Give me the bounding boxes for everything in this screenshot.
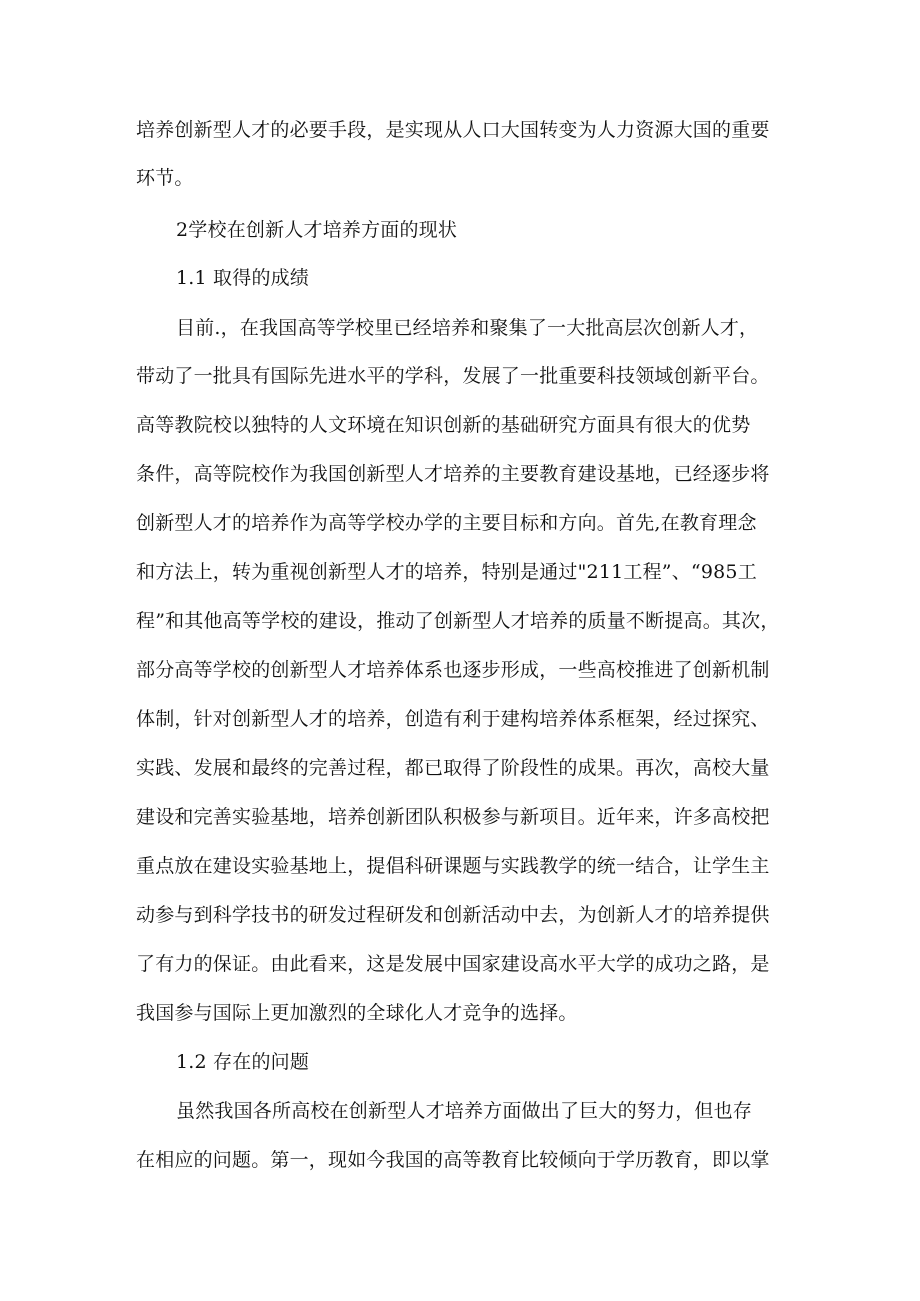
paragraph-line: 了有力的保证。由此看来，这是发展中国家建设高水平大学的成功之路，是 [136,953,770,975]
paragraph-line: 实践、发展和最终的完善过程，都已取得了阶段性的成果。再次，高校大量 [136,757,770,779]
paragraph-line: 高等教院校以独特的人文环境在知识创新的基础研究方面具有很大的优势 [136,414,751,436]
paragraph-line: 培养创新型人才的必要手段，是实现从人口大国转变为人力资源大国的重要 [136,119,770,141]
paragraph-line: 虽然我国各所高校在创新型人才培养方面做出了巨大的努力，但也存 [176,1100,753,1122]
section-heading: 2学校在创新人才培养方面的现状 [176,219,458,241]
subsection-heading: 1.1 取得的成绩 [176,267,310,289]
paragraph-line: 和方法上，转为重视创新型人才的培养，特别是通过"211工程”、“985工 [136,561,757,583]
paragraph-line: 我国参与国际上更加激烈的全球化人才竞争的选择。 [136,1002,578,1024]
paragraph-line: 环节。 [136,167,194,189]
paragraph-line: 建设和完善实验基地，培养创新团队积极参与新项目。近年来，许多高校把 [136,806,770,828]
paragraph-line: 目前.，在我国高等学校里已经培养和聚集了一大批高层次创新人才， [176,317,759,339]
paragraph-line: 创新型人才的培养作为高等学校办学的主要目标和方向。首先,在教育理念 [136,512,757,534]
paragraph-line: 部分高等学校的创新型人才培养体系也逐步形成，一些高校推进了创新机制 [136,659,770,681]
paragraph-line: 带动了一批具有国际先进水平的学科，发展了一批重要科技领域创新平台。 [136,365,770,387]
paragraph-line: 条件，高等院校作为我国创新型人才培养的主要教育建设基地，已经逐步将 [136,463,770,485]
paragraph-line: 重点放在建设实验基地上，提倡科研课题与实践教学的统一结合，让学生主 [136,855,770,877]
subsection-heading: 1.2 存在的问题 [176,1051,310,1073]
paragraph-line: 动参与到科学技书的研发过程研发和创新活动中去，为创新人才的培养提供 [136,904,770,926]
paragraph-line: 在相应的问题。第一，现如今我国的高等教育比较倾向于学历教育，即以掌 [136,1149,770,1171]
paragraph-line: 程”和其他高等学校的建设，推动了创新型人才培养的质量不断提高。其次， [136,610,780,632]
paragraph-line: 体制，针对创新型人才的培养，创造有利于建构培养体系框架，经过探究、 [136,708,770,730]
